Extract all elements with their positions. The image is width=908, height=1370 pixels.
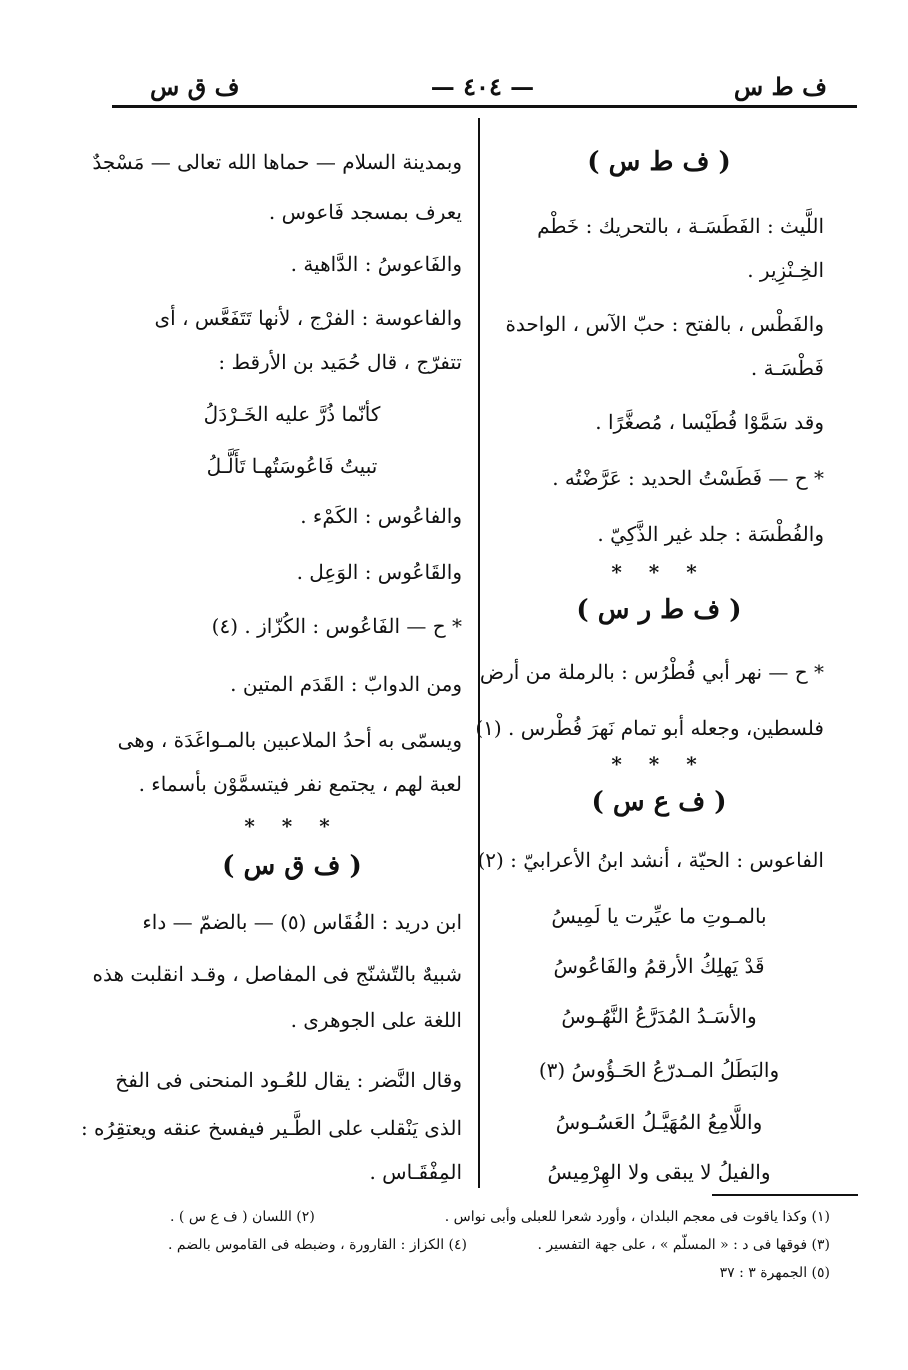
section-separator: * * * [611, 560, 707, 584]
header-rule [112, 105, 857, 108]
footnote-rule [712, 1194, 858, 1196]
text-line: فلسطين، وجعله أبو تمام نَهرَ فُطْرس . (١) [475, 716, 824, 740]
text-line: والقَاعُوس : الوَعِل . [296, 560, 462, 584]
verse-line: كأنّما ذُرَّ عليه الخَـرْدَلُ [203, 402, 381, 426]
verse-line: والبَطَلُ المـدرّعُ الحَـؤُوسُ (٣) [538, 1058, 780, 1082]
footnote-2: (٢) اللسان ( ف ع س ) . [170, 1209, 315, 1225]
text-line: * ح — الفَاعُوس : الكُزّاز . (٤) [211, 614, 462, 638]
header-root-right: ف ط س [733, 72, 827, 101]
text-line: والفاعُوس : الكَمْء . [300, 504, 462, 528]
verse-line: واللَّامِعُ المُهَيَّـلُ العَسُـوسُ [555, 1110, 763, 1134]
footnote-1: (١) وكذا ياقوت فى معجم البلدان ، وأورد شعرا للعبلى وأبى نواس . [444, 1209, 830, 1225]
text-line: الخِـنْزِير . [747, 258, 824, 282]
section-separator: * * * [611, 752, 707, 776]
text-line: وقال النَّضر : يقال للعُـود المنحنى فى الفخ [115, 1068, 462, 1092]
text-line: شبيهٌ بالتّشنّج فى المفاصل ، وقـد انقلبت هذه [92, 962, 462, 986]
text-line: والفَاعوسُ : الدَّاهية . [290, 252, 462, 276]
section-separator: * * * [244, 814, 340, 838]
text-line: لعبة لهم ، يجتمع نفر فيتسمَّوْن بأسماء . [138, 772, 462, 796]
running-header [110, 64, 855, 104]
text-line: اللغة على الجوهرى . [290, 1008, 462, 1032]
footnote-4: (٤) الكزاز : القارورة ، وضبطه فى القاموس بالضم . [168, 1237, 468, 1253]
footnote-3: (٣) فوقها فى د : « المسلّم » ، على جهة التفسير . [537, 1237, 830, 1253]
text-line: اللَّيث : الفَطَسَـة ، بالتحريك : خَطْم [537, 214, 824, 238]
text-line: والفَطْس ، بالفتح : حبّ الآس ، الواحدة [505, 312, 824, 336]
page-number: — ٤٠٤ — [430, 72, 535, 101]
text-line: ويسمّى به أحدُ الملاعبين بالمـواغَدَة ، وهى [117, 728, 462, 752]
text-line: يعرف بمسجد فَاعوس . [268, 200, 462, 224]
text-line: وبمدينة السلام — حماها الله تعالى — مَسْجدٌ [92, 150, 462, 174]
text-line: * ح — نهر أبي فُطْرُس : بالرملة من أرض [479, 660, 824, 684]
text-line: وقد سَمَّوْا فُطَيْسا ، مُصغَّرًا . [595, 410, 824, 434]
text-line: والفاعوسة : الفرْج ، لأنها تَتَفَعَّس ، أى [154, 306, 462, 330]
text-line: ومن الدوابّ : القَدَم المتين . [230, 672, 462, 696]
text-line: * ح — فَطَسْتُ الحديد : عَرَّضْتُه . [552, 466, 824, 490]
entry-heading-fqs: ( ف ق س ) [222, 851, 362, 881]
verse-line: تبيتُ فَاعُوسَتُهـا تَأَلَّـلُ [206, 454, 378, 478]
text-line: الذى يَنْقلب على الطَّـير فيفسخ عنقه ويعتقِرُه : [80, 1116, 462, 1140]
verse-line: والفيلُ لا يبقى ولا الهِرْمِيسُ [547, 1160, 771, 1184]
column-divider [478, 118, 480, 1188]
entry-heading-fas: ( ف ع س ) [591, 787, 727, 817]
text-line: تتفرّج ، قال حُمَيد بن الأرقط : [218, 350, 462, 374]
entry-heading-ftrs: ( ف ط ر س ) [576, 595, 742, 625]
text-line: فَطْسَـة . [750, 356, 824, 380]
verse-line: بالمـوتِ ما عيِّرت يا لَمِيسُ [551, 904, 767, 928]
verse-line: والأسَـدُ المُدَرَّعُ النَّهُـوسُ [561, 1004, 757, 1028]
header-root-left: ف ق س [150, 72, 240, 101]
text-line: والفُطْسَة : جلد غير الذَّكِيّ . [597, 522, 824, 546]
text-line: المِفْقَـاس . [369, 1160, 462, 1184]
text-line: ابن دريد : الفُقَاس (٥) — بالضمّ — داء [142, 910, 462, 934]
footnote-5: (٥) الجمهرة ٣ : ٣٧ [719, 1265, 830, 1281]
entry-heading-fts: ( ف ط س ) [587, 147, 731, 177]
verse-line: قَدْ يَهلِكُ الأرقمُ والفَاعُوسُ [553, 954, 765, 978]
text-line: الفاعوس : الحيّة ، أنشد ابنُ الأعرابيّ : (٢) [477, 848, 824, 872]
